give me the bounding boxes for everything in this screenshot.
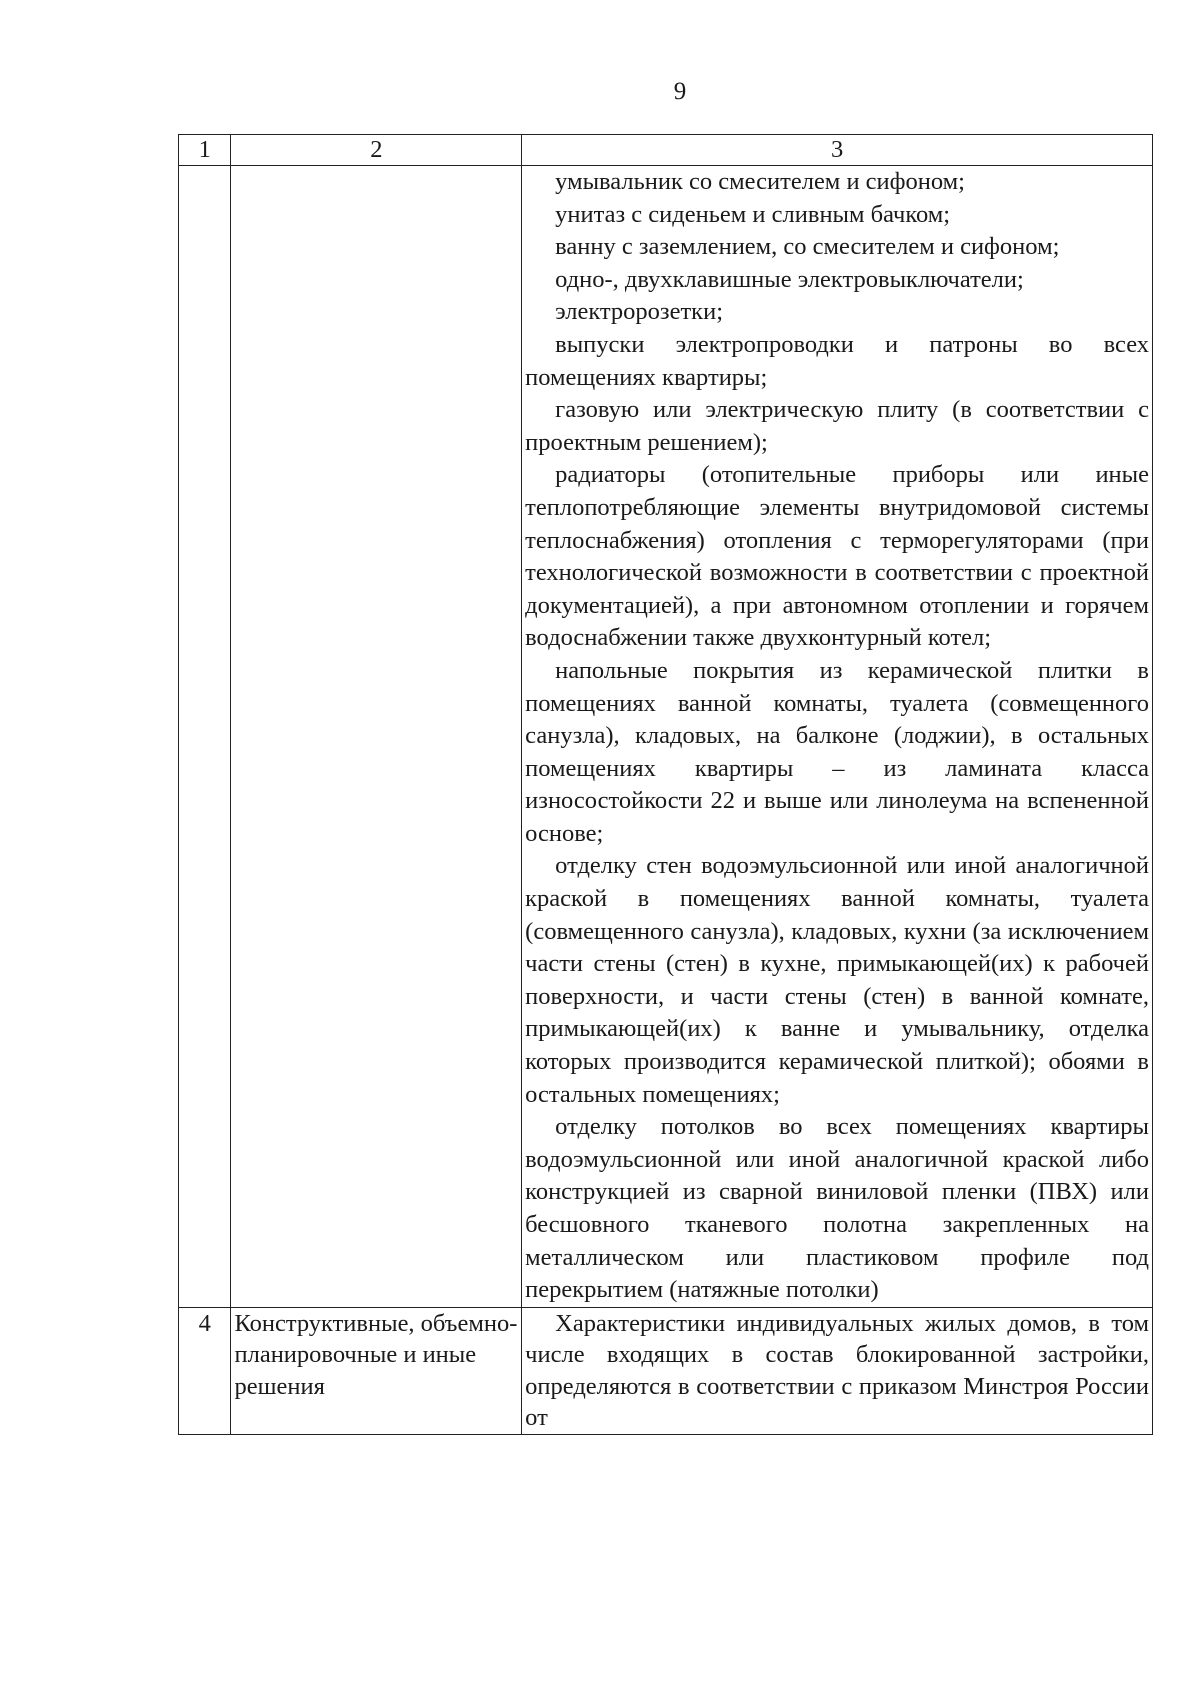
list-item: унитаз с сиденьем и сливным бачком; (555, 200, 951, 228)
row-content-cell (522, 1307, 1153, 1434)
header-row (179, 135, 1153, 166)
list-item: отделку стен водоэмульсионной или иной аналогичной краской в помещениях ванной комнаты, туалета (совмещенного санузла), кладовых, кухни (за исключением части стены (стен) в кухне, примыкающей(их) к рабочей поверхности, и части стены (стен) в ванной комнате, примыкающей(их) к ванне и умывальнику, отделка которых производится керамической плиткой); обоями в остальных помещениях; (525, 852, 1149, 1108)
list-item: газовую или электрическую плиту (в соответствии с проектным решением); (525, 396, 1149, 456)
list-item: напольные покрытия из керамической плитки в помещениях ванной комнаты, туалета (совмещенного санузла), кладовых, на балконе (лоджии), в остальных помещениях квартиры – из ламината класса износостойкости 22 и выше или линолеума на вспененной основе; (525, 656, 1149, 847)
page-number: 9 (673, 78, 687, 105)
list-item: выпуски электропроводки и патроны во всех помещениях квартиры; (525, 330, 1149, 391)
row-name-cell (231, 166, 522, 1308)
list-item: умывальник со смесителем и сифоном; (555, 168, 965, 195)
row-number-cell (179, 166, 231, 1308)
header-col-2: 2 (231, 135, 522, 166)
list-item: одно-, двухклавишные электровыключатели; (555, 265, 1024, 293)
table-row-continued (179, 166, 1153, 1308)
row-number-cell: 4 (179, 1307, 231, 1434)
row-content-cell (522, 166, 1153, 1308)
header-col-3: 3 (522, 135, 1153, 166)
table-row-4 (179, 1307, 1153, 1434)
row-4-text: Характеристики индивидуальных жилых домов, в том числе входящих в состав блокированной застройки, определяются в соответствии с приказом Минстроя России от (525, 1309, 1149, 1432)
list-item: отделку потолков во всех помещениях квартиры водоэмульсионной или иной аналогичной краской либо конструкцией из сварной виниловой пленки (ПВХ) или бесшовного тканевого полотна закрепленных на металлическом или пластиковом профиле под перекрытием (натяжные потолки) (525, 1113, 1149, 1304)
row-name-cell: Конструктивные, объемно-планировочные и иные решения (231, 1307, 522, 1434)
list-item: радиаторы (отопительные приборы или иные теплопотребляющие элементы внутридомовой системы теплоснабжения) отопления с терморегуляторами (при технологической возможности в соответствии с проектной документацией), а при автономном отоплении и горячем водоснабжении также двухконтурный котел; (525, 461, 1149, 652)
requirements-table (178, 134, 1153, 1435)
list-item: ванну с заземлением, со смесителем и сифоном; (555, 233, 1060, 261)
list-item: электророзетки; (555, 298, 723, 326)
header-col-1: 1 (179, 135, 231, 166)
